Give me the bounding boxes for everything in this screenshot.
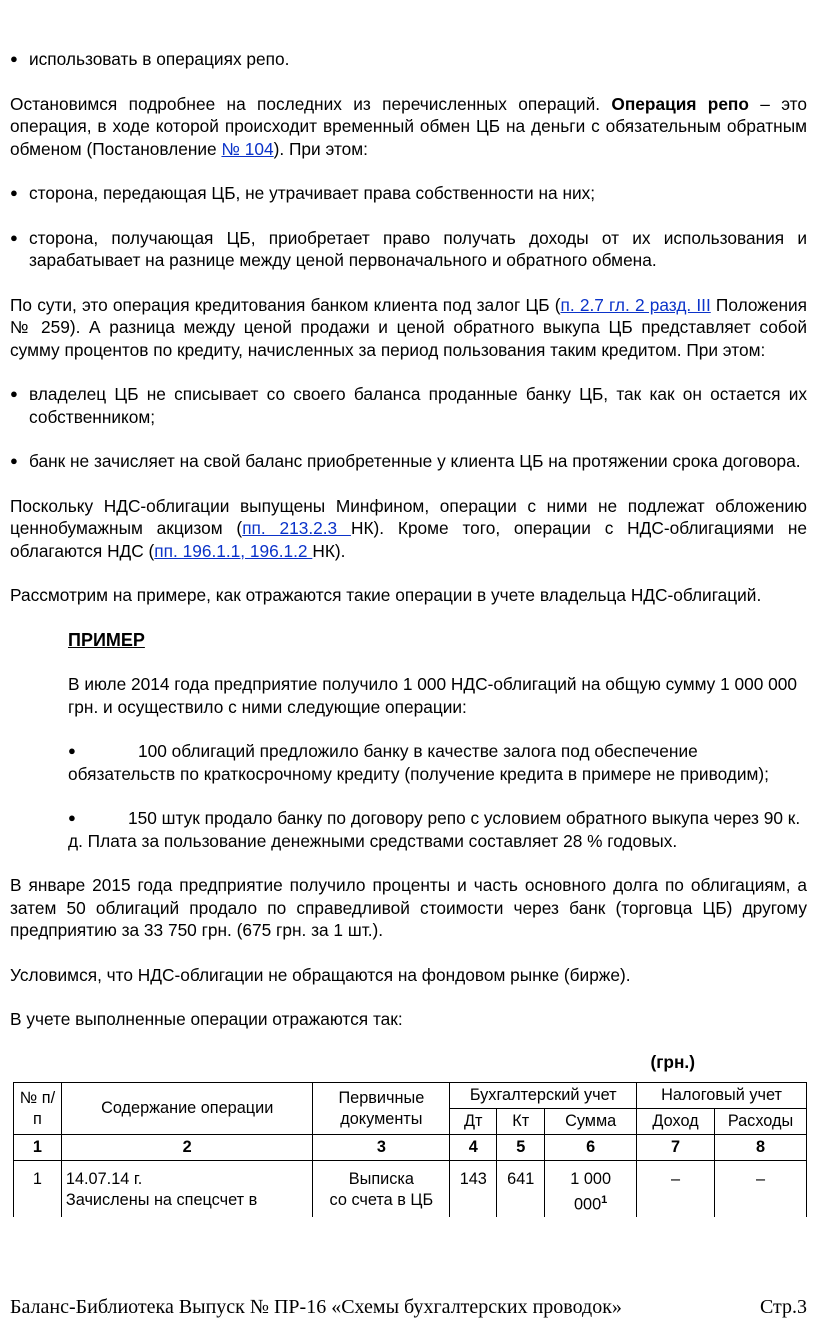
header-accounting: Бухгалтерский учет (450, 1083, 637, 1109)
bullet-icon: ● (68, 743, 76, 758)
bullet-icon: ● (10, 386, 18, 401)
text: Остановимся подробнее на последних из перечисленных операций. (10, 93, 612, 114)
doc-line: Выписка (348, 1170, 414, 1188)
bullet-icon: ● (10, 453, 18, 468)
table-cell: 2 (61, 1135, 313, 1161)
table-cell: – (637, 1161, 715, 1218)
paragraph-accounting: В учете выполненные операции отражаются так: (10, 1009, 403, 1029)
list-item-text: использовать в операциях репо. (29, 49, 290, 69)
example-title: ПРИМЕР (68, 629, 145, 650)
table-cell (61, 1161, 313, 1218)
header-tax: Налоговый учет (637, 1083, 807, 1109)
list-item-text: 150 штук продало банку по договору репо с условием обратного выкупа через 90 к. д. Плата за пользование денежными средствами составляет 28 % годовых. (68, 808, 801, 851)
text: По сути, это операция кредитования банком клиента под залог ЦБ ( (10, 294, 561, 315)
bullet-icon: ● (10, 185, 18, 200)
table-cell: 8 (715, 1135, 807, 1161)
table-cell: 6 (545, 1135, 637, 1161)
example-block (10, 629, 807, 853)
table-cell: 3 (313, 1135, 450, 1161)
link-resolution-104[interactable]: № 104 (221, 138, 274, 159)
list-item (10, 383, 807, 428)
header-docs: Первичные документы (313, 1083, 450, 1135)
table-column-numbers (14, 1135, 807, 1161)
header-content: Содержание операции (61, 1083, 313, 1135)
paragraph-taxation (10, 495, 807, 563)
list-item-text: владелец ЦБ не списывает со своего баланса проданные банку ЦБ, так как он остается их собственником; (29, 384, 807, 427)
list-item-text: сторона, получающая ЦБ, приобретает право получать доходы от их использования и зарабатывает на разнице между ценой первоначального и обратного обмена. (29, 227, 807, 270)
sum-line (549, 1190, 632, 1215)
table-row (14, 1161, 807, 1218)
table-cell: 4 (450, 1135, 497, 1161)
footer-title: Баланс-Библиотека Выпуск № ПР-16 «Схемы бухгалтерских проводок» (10, 1296, 622, 1318)
list-item-text: банк не зачисляет на свой баланс приобретенные у клиента ЦБ на протяжении срока договора. (29, 451, 801, 471)
paragraph-assumption: Условимся, что НДС-облигации не обращаются на фондовом рынке (бирже). (10, 964, 631, 985)
list-item (10, 450, 807, 473)
list-item-text: сторона, передающая ЦБ, не утрачивает права собственности на них; (29, 183, 596, 203)
header-num: № п/п (14, 1083, 62, 1135)
header-income: Доход (637, 1109, 715, 1135)
text: Поскольку НДС-облигации выпущены Минфином, операции с ними не подлежат обложению ценнобумажным акцизом ( (10, 495, 807, 538)
text: НК). (312, 540, 346, 561)
operation-date: 14.07.14 г. (65, 1170, 143, 1188)
paragraph-january: В январе 2015 года предприятие получило проценты и часть основного долга по облигациям, а затем 50 облигаций продало по справедливой стоимости через банк (торговца ЦБ) другому предприятию за 33 750 грн. (675 грн. за 1 шт.). (10, 875, 807, 940)
bullet-icon: ● (10, 51, 18, 66)
bullet-icon: ● (10, 229, 18, 245)
paragraph-repo (10, 93, 807, 161)
bullet-icon: ● (68, 810, 76, 825)
table-cell: 1 (14, 1161, 62, 1218)
text: Положения № 259). А разница между ценой продажи и ценой обратного выкупа ЦБ представляет собой сумму процентов по кредиту, начисленных за период пользования таким кредитом. При этом: (10, 294, 807, 360)
list-item (68, 807, 807, 852)
list-item (10, 182, 807, 205)
paragraph-credit (10, 294, 807, 362)
table-cell: 143 (450, 1161, 497, 1218)
unit-label: (грн.) (650, 1051, 695, 1072)
page-footer (10, 1296, 807, 1319)
link-tax-code-213[interactable]: пп. 213.2.3 (242, 518, 351, 538)
table-cell: 1 (14, 1135, 62, 1161)
table-cell: – (715, 1161, 807, 1218)
text: ). При этом: (273, 138, 368, 159)
list-item (10, 48, 807, 71)
example-text: В июле 2014 года предприятие получило 1 000 НДС-облигаций на общую сумму 1 000 000 грн. и осуществило с ними следующие операции: (68, 674, 797, 717)
table-cell (545, 1161, 637, 1218)
page-number: Стр.3 (759, 1296, 807, 1318)
bold-term: Операция репо (611, 93, 749, 114)
table-header-row (14, 1083, 807, 1109)
header-sum: Сумма (545, 1109, 637, 1135)
link-tax-code-196[interactable]: пп. 196.1.1, 196.1.2 (154, 540, 313, 561)
table-cell: 5 (497, 1135, 545, 1161)
table-cell: 7 (637, 1135, 715, 1161)
document-body (10, 48, 807, 1073)
list-item (68, 740, 807, 785)
doc-line: со счета в ЦБ (329, 1191, 434, 1209)
text: – это операция, в ходе которой происходит временный обмен ЦБ на деньги с обязательным обратным обменом (Постановление (10, 93, 807, 159)
operation-text: Зачислены на спецсчет в (65, 1191, 258, 1209)
paragraph-example-intro: Рассмотрим на примере, как отражаются такие операции в учете владельца НДС-облигаций. (10, 585, 762, 605)
list-item-text: 100 облигаций предложило банку в качестве залога под обеспечение обязательств по краткосрочному кредиту (получение кредита в примере не приводим); (68, 741, 769, 784)
list-item (10, 227, 807, 272)
header-dt: Дт (450, 1109, 497, 1135)
link-regulation-section[interactable]: п. 2.7 гл. 2 разд. III (560, 294, 711, 315)
table-cell (313, 1161, 450, 1218)
text: НК). Кроме того, операции с НДС-облигациями не облагаются НДС ( (10, 518, 807, 561)
header-expense: Расходы (715, 1109, 807, 1135)
sum-value: 000 (574, 1195, 602, 1214)
table-cell: 641 (497, 1161, 545, 1218)
accounting-table (13, 1082, 807, 1217)
header-kt: Кт (497, 1109, 545, 1135)
footnote-mark[interactable]: 1 (601, 1194, 608, 1206)
sum-line: 1 000 (570, 1170, 612, 1188)
